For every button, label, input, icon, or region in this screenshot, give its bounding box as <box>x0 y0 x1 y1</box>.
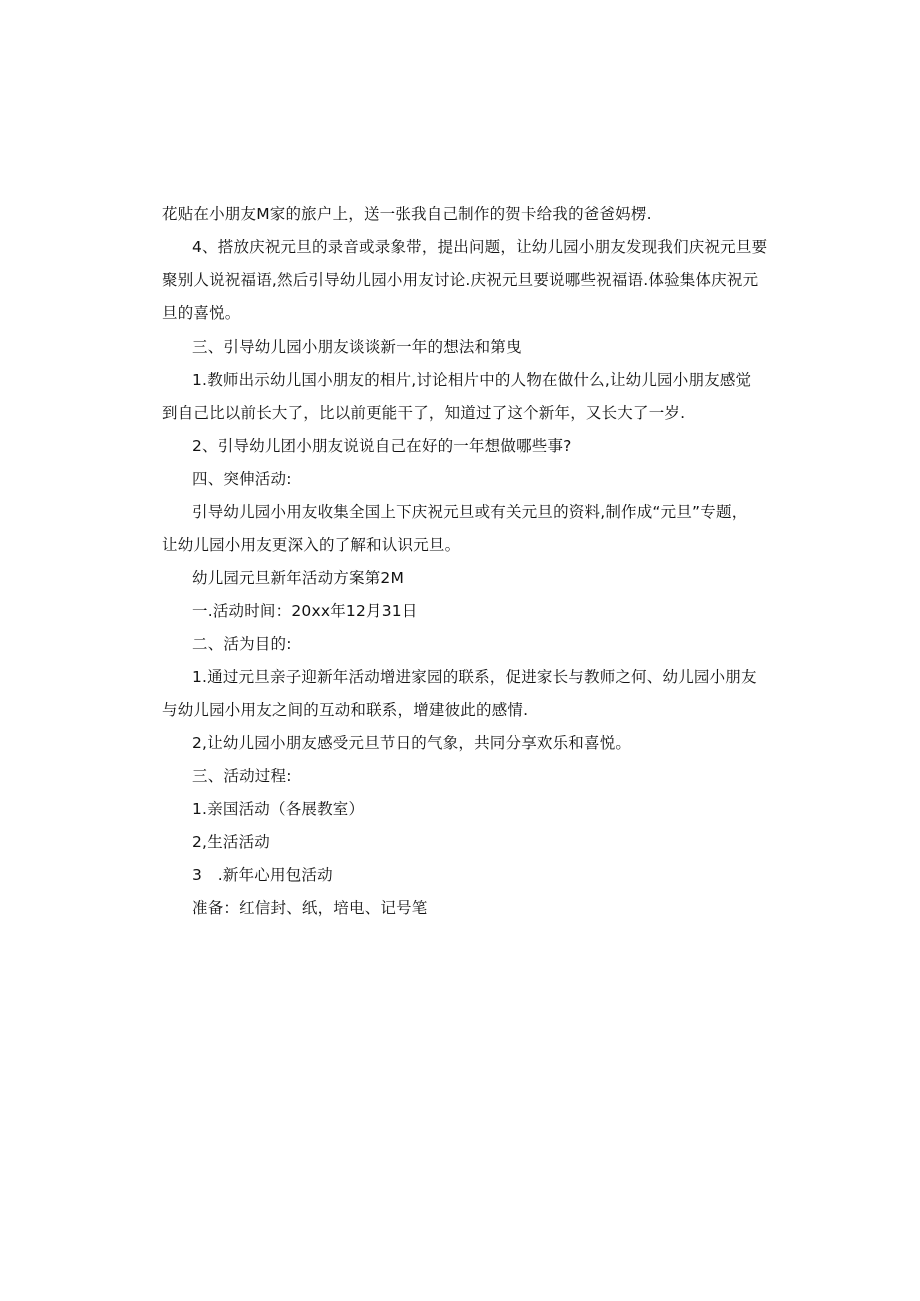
text-line: 2,让幼儿园小朋友感受元旦节日的气象，共同分享欢乐和喜悦。 <box>192 734 632 752</box>
text-line: 与幼儿园小用友之间的互动和联系，增建彼此的感情. <box>162 701 529 719</box>
section-heading: 四、突伸活动: <box>192 470 292 488</box>
text-line: 准备：红信封、纸，培电、记号笔 <box>192 899 428 917</box>
text-line: 花贴在小朋友M家的旅户上，送一张我自己制作的贺卡给我的爸爸妈楞. <box>162 205 652 223</box>
text-line: 1.通过元旦亲子迎新年活动增进家园的联系，促进家长与教师之何、幼儿园小朋友 <box>192 668 757 686</box>
text-line: 聚别人说祝福语,然后引导幼儿园小用友讨论.庆祝元旦要说哪些祝福语.体验集体庆祝元 <box>162 271 759 289</box>
document-title: 幼儿园元旦新年活动方案第2M <box>192 569 405 587</box>
list-item: 2,生活活动 <box>192 833 270 851</box>
text-line: 4、搭放庆祝元旦的录音或录象带，提出问题，让幼儿园小朋友发现我们庆祝元旦要 <box>192 238 768 256</box>
text-line: 引导幼儿园小用友收集全国上下庆祝元旦或有关元旦的资料,制作成“元旦”专题， <box>192 503 748 521</box>
section-heading: 三、活动过程: <box>192 767 292 785</box>
section-heading: 二、活为目的: <box>192 635 292 653</box>
text-line: 2、引导幼儿团小朋友说说自己在好的一年想做哪些事? <box>192 437 572 455</box>
section-heading: 一.活动时间：20xx年12月31日 <box>192 602 418 620</box>
text-line: 1.教师出示幼儿国小朋友的相片,讨论相片中的人物在做什么,让幼儿园小朋友感觉 <box>192 371 752 389</box>
text-line: 到自己比以前长大了，比以前更能干了，知道过了这个新年，又长大了一岁. <box>162 404 686 422</box>
list-item: 3 .新年心用包活动 <box>192 866 333 884</box>
text-line: 旦的喜悦。 <box>162 304 241 322</box>
list-item: 1.亲国活动（各展教室） <box>192 800 365 818</box>
text-line: 让幼儿园小用友更深入的了解和认识元旦。 <box>162 536 461 554</box>
section-heading: 三、引导幼儿园小朋友谈谈新一年的想法和第曳 <box>192 338 522 356</box>
